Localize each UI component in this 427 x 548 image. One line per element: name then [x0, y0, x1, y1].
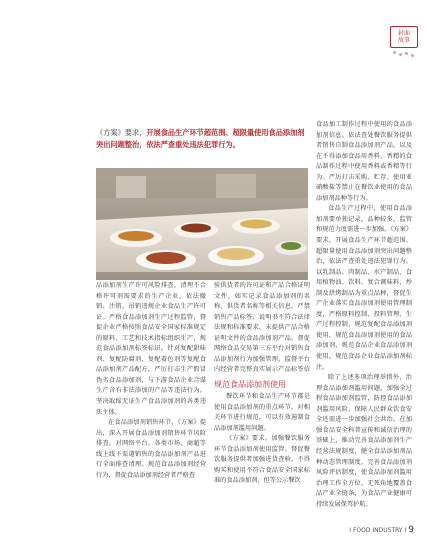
section-tag-line1: 封面	[397, 30, 410, 37]
article-column-middle-bottom	[214, 392, 310, 528]
section-subheading: 规范食品添加剂使用	[214, 380, 286, 389]
paragraph: 除了上述多项治理举措外，治理食品添加剂滥用问题，加强全过程食品添加剂监管，防控食品添加剂滥用风险，保障人民群众饮食安全还需进一步加强社会共治。在加强食品安全科普宣传和诚信治理的基础上，推动完善食品添加剂生产经营法规制度，健全食品添加剂品种动态管理制度，完善食品添加剂风险评估制度，使食品添加剂滥用治理工作全方位、无死角地覆盖食品产业全链条，为食品产业健康可持续发展保驾护航。	[316, 374, 412, 508]
paragraph: 在食品添加剂销售环节，《方案》提出，深入开展食品添加剂销售环节风险排查。对网络平台、各类市场、商超等线上线下渠道销售的食品添加剂产品进行全面排查清理。规范食品添加剂经营行为，督促食品添加剂经营者严格查	[96, 419, 206, 479]
article-column-right	[316, 120, 412, 530]
section-tag-box	[390, 26, 418, 48]
lead-prefix: 《方案》要求，	[96, 128, 147, 137]
page-number: 9	[408, 525, 414, 535]
paragraph: 餐饮环节和食品生产环节都是使用食品添加剂的重点环节，对相关环节进行规范，可以有效遏制食品添加剂滥用问题。	[214, 393, 310, 432]
section-tag	[390, 26, 418, 57]
page-footer	[316, 525, 414, 535]
buffet-photo-illustration	[96, 168, 308, 280]
section-tag-line2: 故事	[397, 37, 410, 44]
paragraph: 验供货者的许可证和产品合格证明文件，如实记录食品添加剂的名称、供货者名称等相关信息，严禁销售产品标签、说明书不符合法律法规和标准要求，未提供产品合格证明文件的食品添加剂产品。督促网络食品交易第三方平台对销售食品添加剂行为加强管理，监督平台内经营者完整真实展示产品标签信	[214, 282, 310, 374]
paragraph: 品添加剂生产许可风险排查，清理不合格许可剂需要求的生产企业，依法撤销、注销、吊销违规企业食品生产许可证。严格食品添加剂生产过程监管，督促企业严格按照食品安全国家标准规定的原料、工艺和技术指标组织生产，规范食品添加剂标签标识。针对复配甜味剂、复配防腐剂、复配着色剂等复配食品添加剂产品配方，严厉打击生产假冒伪劣食品添加剂，与下游食品企业合谋生产含有非法添加的产品等违法行为。坚决取缔无证生产食品添加剂的各类违法主体。	[96, 282, 206, 416]
paragraph: 食品生产过程中，使用食品添加剂要单独记录，品种较多，监管和规范力度需进一步加强。《方案》要求，开展食品生产环节超范围、超限量使用食品添加剂突出问题整治，依法严查重处违法犯罪行为。以乳制品、肉制品、水产制品、食用植物油、饮料、复合调味料、炒制及烘烤制品为重点品种，督促生产企业落实食品添加剂使用管理制度，严格原料控制、投料管理、生产过程控制，规范复配食品添加剂使用，规范食品添加剂使用的食品添加剂，规范食品企业食品添加剂使用，规范食品企业食品添加剂标注。	[316, 205, 412, 371]
buffet-photo	[96, 168, 308, 280]
magazine-name: I FOOD INDUSTRY I	[349, 527, 407, 534]
article-column-left	[96, 281, 206, 531]
paragraph: 食品加工制作过程中使用的食品添加剂信息。依法查处餐饮服务提供者销售自制食品添加剂产品，以及在不得添加食品用香料、香精的食品制作过程中使用香料或香精等行为。严厉打击采购、贮存、使用亚硝酸盐等禁止在餐饮业使用的食品添加剂品种等行为。	[316, 121, 412, 202]
decorative-dots	[390, 51, 418, 57]
paragraph: 《方案》要求，加强餐饮服务环节食品添加剂使用监管。督促餐饮服务提供者加强进货查验，不得购买和使用不符合食品安全国家标准的食品添加剂，但等公示餐饮	[214, 435, 310, 485]
lead-paragraph	[96, 127, 308, 151]
lead-highlight: 开展食品生产环节超范围、超限量使用食品添加剂突出问题整治，依法严查重处违法犯罪行为。	[96, 128, 305, 149]
article-column-middle-top	[214, 281, 310, 375]
